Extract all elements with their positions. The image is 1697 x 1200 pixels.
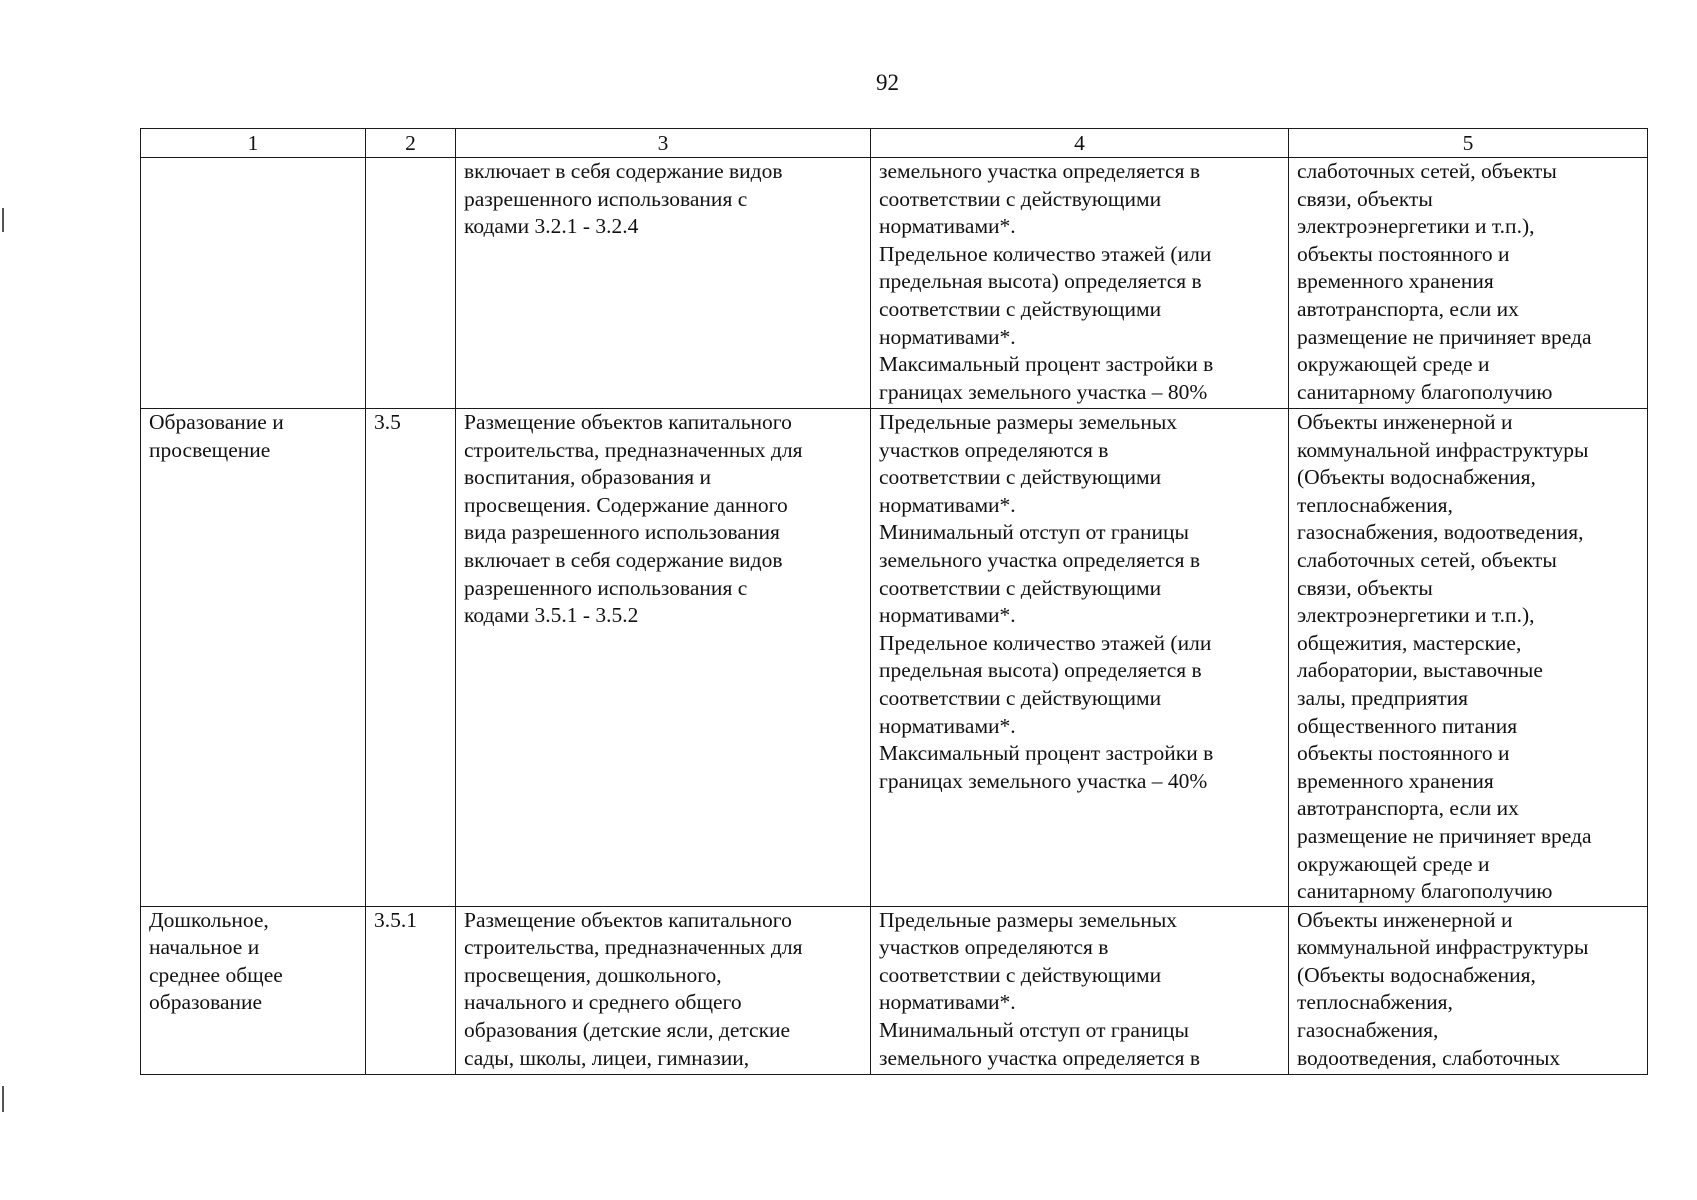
use-description-cell: включает в себя содержание видов разрешенного использования с кодами 3.2.1 - 3.2.4 [456, 158, 871, 409]
use-parameters-cell: Предельные размеры земельных участков определяются в соответствии с действующими нормативами*. Минимальный отступ от границы земельного участка определяется в соответствии с действующими нормативами*. Предельное количество этажей (или предельная высота) определяется в соответствии с действующими нормативами*. Максимальный процент застройки в границах земельного участка – 40% [871, 409, 1289, 907]
use-description-cell: Размещение объектов капитального строительства, предназначенных для воспитания, образования и просвещения. Содержание данного вида разрешенного использования включает в себя содержание видов разрешенного использования с кодами 3.5.1 - 3.5.2 [456, 409, 871, 907]
cell-text: Размещение объектов капитального строительства, предназначенных для просвещения, дошкольного, начального и среднего общего образования (детские ясли, детские сады, школы, лицеи, гимназии, [464, 907, 803, 1070]
table-row [141, 409, 1648, 907]
scan-margin-mark [2, 208, 4, 232]
use-code-cell [366, 158, 456, 409]
auxiliary-uses-cell: Объекты инженерной и коммунальной инфраструктуры (Объекты водоснабжения, теплоснабжения, газоснабжения, водоотведения, слаботочных сетей, объекты связи, объекты электроэнергетики и т.п.), общежития, мастерские, лаборатории, выставочные залы, предприятия общественного питания объекты постоянного и временного хранения автотранспорта, если их размещение не причиняет вреда окружающей среде и санитарному благополучию [1289, 409, 1648, 907]
table-row [141, 158, 1648, 409]
use-parameters-cell: земельного участка определяется в соответствии с действующими нормативами*. Предельное количество этажей (или предельная высота) определяется в соответствии с действующими нормативами*. Максимальный процент застройки в границах земельного участка – 80% [871, 158, 1289, 409]
land-use-table [140, 128, 1648, 1075]
column-header: 4 [871, 129, 1289, 158]
cell-text: Дошкольное, начальное и среднее общее образование [149, 907, 283, 1015]
table-row [141, 906, 1648, 1074]
scan-margin-mark [2, 1086, 4, 1112]
use-code-cell [366, 906, 456, 1074]
cell-text: Предельные размеры земельных участков определяются в соответствии с действующими нормативами*. Минимальный отступ от границы земельного участка определяется в [879, 907, 1200, 1070]
auxiliary-uses-cell [1289, 906, 1648, 1074]
column-header: 3 [456, 129, 871, 158]
column-header: 1 [141, 129, 366, 158]
use-parameters-cell [871, 906, 1289, 1074]
cell-text: Объекты инженерной и коммунальной инфраструктуры (Объекты водоснабжения, теплоснабжения, газоснабжения, водоотведения, слаботочных [1297, 907, 1589, 1070]
cell-text: 3.5.1 [374, 907, 417, 932]
use-name-cell [141, 906, 366, 1074]
page-number: 92 [876, 70, 899, 95]
use-description-cell [456, 906, 871, 1074]
table-header-row [141, 129, 1648, 158]
use-code-cell: 3.5 [366, 409, 456, 907]
column-header: 2 [366, 129, 456, 158]
auxiliary-uses-cell: слаботочных сетей, объекты связи, объекты электроэнергетики и т.п.), объекты постоянного и временного хранения автотранспорта, если их размещение не причиняет вреда окружающей среде и санитарному благополучию [1289, 158, 1648, 409]
column-header: 5 [1289, 129, 1648, 158]
use-name-cell: Образование и просвещение [141, 409, 366, 907]
use-name-cell [141, 158, 366, 409]
